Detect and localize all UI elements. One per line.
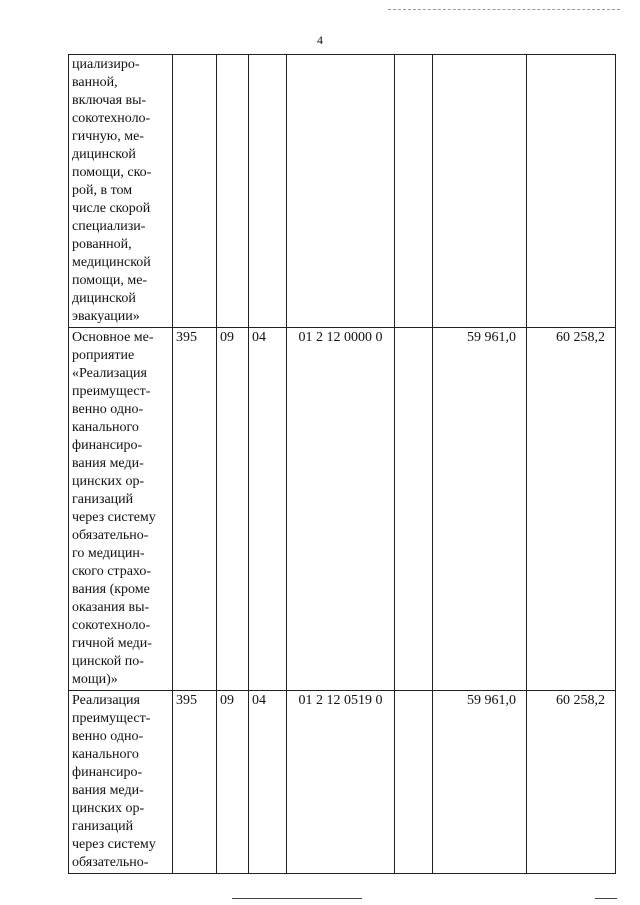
ministry-code: 395 — [173, 328, 217, 691]
table-row — [69, 55, 616, 328]
target-article-code: 01 2 12 0000 0 — [287, 328, 395, 691]
amount-year-1: 59 961,0 — [433, 328, 527, 691]
ministry-code: 395 — [173, 691, 217, 874]
target-article-code — [287, 55, 395, 328]
subsection-code: 04 — [249, 691, 287, 874]
amount-year-1: 59 961,0 — [433, 691, 527, 874]
expense-type-code — [395, 328, 433, 691]
budget-table — [68, 54, 616, 874]
amount-year-2: 60 258,2 — [527, 328, 616, 691]
scan-artifact-mark — [595, 898, 617, 899]
amount-year-2: 60 258,2 — [527, 691, 616, 874]
table-row — [69, 691, 616, 874]
expense-type-code — [395, 55, 433, 328]
row-name: Реализация преимущест- венно одно- канального финансиро- вания меди- цинских ор- ганизаций через систему обязательно- — [69, 691, 173, 874]
table-row — [69, 328, 616, 691]
section-code: 09 — [217, 691, 249, 874]
section-code: 09 — [217, 328, 249, 691]
scan-artifact-line — [388, 9, 620, 10]
subsection-code: 04 — [249, 328, 287, 691]
expense-type-code — [395, 691, 433, 874]
target-article-code: 01 2 12 0519 0 — [287, 691, 395, 874]
row-name: Основное ме- роприятие «Реализация преимущест- венно одно- канального финансиро- вания меди- цинских ор- ганизаций через систему обязательно- го медицин- ского страхо- вания (кроме оказания вы- сокотехноло- гичной меди- цинской по- мощи)» — [69, 328, 173, 691]
page-number: 4 — [317, 33, 323, 47]
scan-artifact-mark — [232, 898, 362, 899]
row-name: циализиро- ванной, включая вы- сокотехноло- гичную, ме- дицинской помощи, ско- рой, в том числе скорой специализи- рованной, медицинской помощи, ме- дицинской эвакуации» — [69, 55, 173, 328]
section-code — [217, 55, 249, 328]
ministry-code — [173, 55, 217, 328]
subsection-code — [249, 55, 287, 328]
amount-year-2 — [527, 55, 616, 328]
amount-year-1 — [433, 55, 527, 328]
